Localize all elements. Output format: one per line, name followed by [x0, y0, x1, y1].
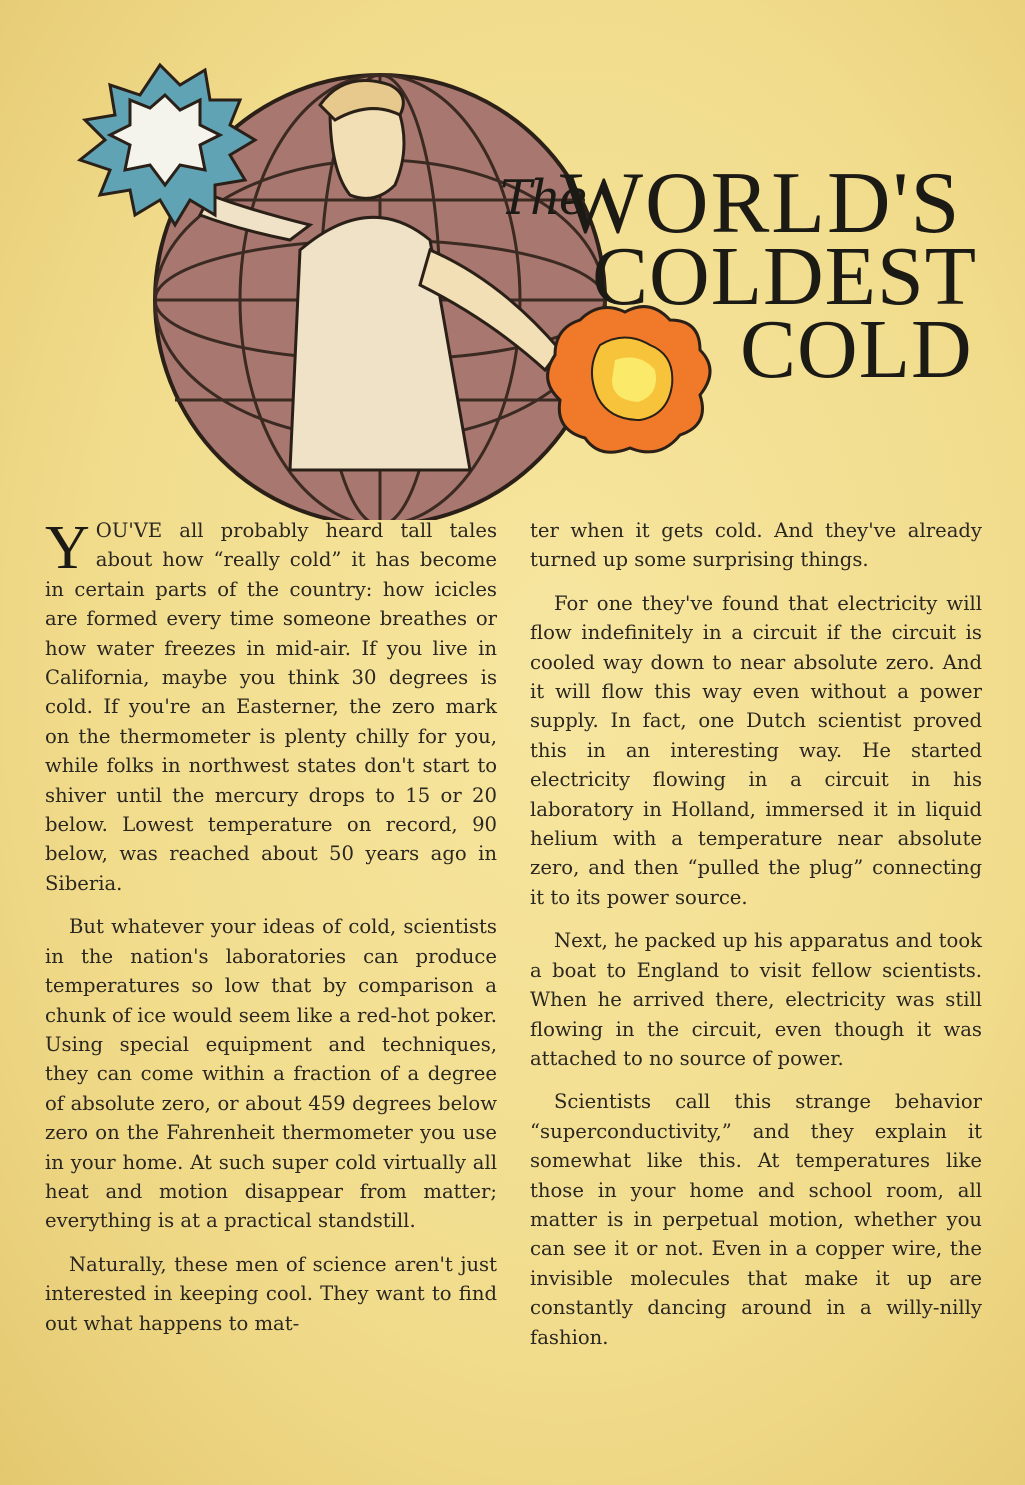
title-line-3: COLD: [740, 303, 973, 396]
article-column-left: [45, 516, 497, 1352]
paragraph: Scientists call this strange behavior “superconductivity,” and they explain it somewhat like this. At temperatures like those in your home and school room, all matter is in perpetual motion, whether you can see it or not. Even in a copper wire, the invisible molecules that make it up are constantly dancing around in a willy-nilly fashion.: [530, 1090, 982, 1349]
drop-cap: Y: [45, 514, 90, 582]
paragraph: ter when it gets cold. And they've already turned up some surprising things.: [530, 519, 982, 572]
title-line-2: COLDEST: [592, 230, 977, 323]
title-line-1: WORLD'S: [560, 155, 962, 252]
paragraph: YOU'VE all probably heard tall tales about how “really cold” it has become in certain parts of the country: how icicles are formed every time someone breathes or how water freezes in mid-air. If you live in California, maybe you think 30 degrees is cold. If you're an Easterner, the zero mark on the thermometer is plenty chilly for you, while folks in northwest states don't start to shiver until the mercury drops to 15 or 20 below. Lowest temperature on record, 90 below, was reached about 50 years ago in Siberia.: [45, 514, 497, 895]
article-column-right: [530, 516, 982, 1366]
paragraph: Next, he packed up his apparatus and took a boat to England to visit fellow scientists. When he arrived there, electricity was still flowing in the circuit, even though it was attached to no source of power.: [530, 929, 982, 1070]
paragraph: For one they've found that electricity will flow indefinitely in a circuit if the circuit is cooled way down to near absolute zero. And it will flow this way even without a power supply. In fact, one Dutch scientist proved this in an interesting way. He started electricity flowing in a circuit in his laboratory in Holland, immersed it in liquid helium with a temperature near absolute zero, and then “pulled the plug” connecting it to its power source.: [530, 591, 982, 909]
paragraph: Naturally, these men of science aren't just interested in keeping cool. They want to find out what happens to mat-: [45, 1252, 497, 1335]
article-title: [500, 155, 1000, 400]
title-the: The: [500, 170, 586, 226]
paragraph: But whatever your ideas of cold, scientists in the nation's laboratories can produce temperatures so low that by comparison a chunk of ice would seem like a red-hot poker. Using special equipment and techniques, they can come within a fraction of a degree of absolute zero, or about 459 degrees below zero on the Fahrenheit thermometer you use in your home. At such super cold virtually all heat and motion disappear from matter; everything is at a practical standstill.: [45, 915, 497, 1233]
